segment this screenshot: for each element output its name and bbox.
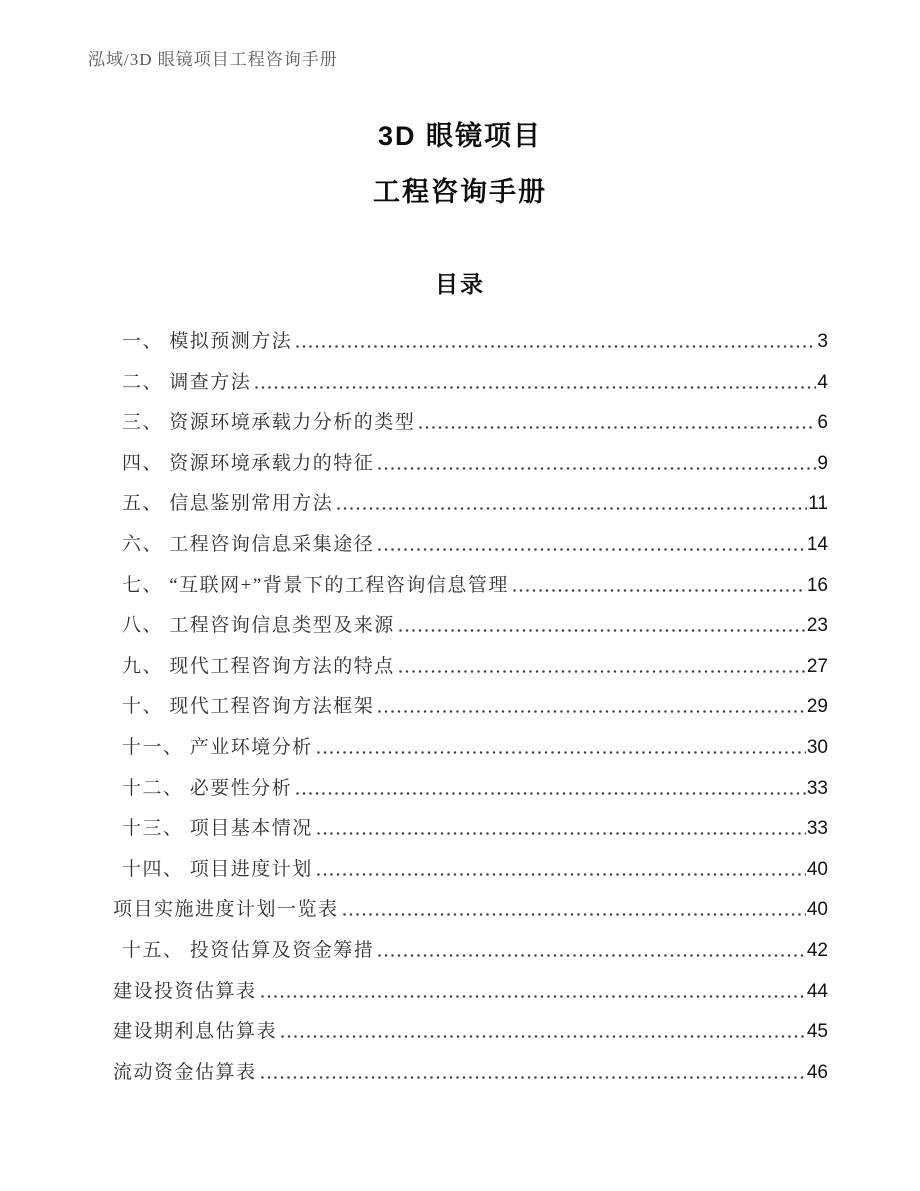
toc-leader-dots <box>378 710 806 713</box>
toc-entry[interactable] <box>113 687 828 728</box>
toc-entry-page: 42 <box>806 939 828 961</box>
toc-entry-page: 23 <box>806 615 828 637</box>
toc-entry[interactable] <box>113 525 828 566</box>
toc-entry-label: 六、 工程咨询信息采集途径 <box>122 533 375 555</box>
toc-entry-page: 14 <box>806 533 828 555</box>
toc-leader-dots <box>261 995 806 998</box>
page-subtitle: 工程咨询手册 <box>373 177 547 207</box>
toc-leader-dots <box>296 792 806 795</box>
toc-entry[interactable] <box>113 403 828 444</box>
toc-entry[interactable] <box>113 769 828 810</box>
toc-entry-page: 16 <box>806 574 828 596</box>
toc-leader-dots <box>337 507 807 510</box>
toc-leader-dots <box>378 467 816 470</box>
toc-entry-label: 九、 现代工程咨询方法的特点 <box>122 655 395 677</box>
toc-entry[interactable] <box>113 809 828 850</box>
toc-entry-page: 46 <box>806 1061 828 1083</box>
toc-entry-page: 9 <box>817 452 828 474</box>
toc-heading: 目录 <box>435 271 485 297</box>
toc-entry-label: 建设期利息估算表 <box>113 1021 278 1043</box>
toc-leader-dots <box>281 1035 806 1038</box>
toc-entry[interactable] <box>113 363 828 404</box>
toc-leader-dots <box>378 548 806 551</box>
toc-entry-label: 流动资金估算表 <box>113 1061 257 1083</box>
toc-entry-label: 一、 模拟预测方法 <box>122 331 293 352</box>
toc-leader-dots <box>296 345 816 348</box>
toc-leader-dots <box>399 670 806 673</box>
toc-entry[interactable] <box>113 972 828 1013</box>
toc-entry-page: 6 <box>817 412 828 434</box>
toc-entry[interactable] <box>113 850 828 891</box>
title-block <box>0 120 920 208</box>
toc-list <box>113 322 828 1093</box>
toc-entry-label: 十四、 项目进度计划 <box>122 858 313 880</box>
toc-leader-dots <box>317 832 806 835</box>
toc-entry[interactable] <box>113 444 828 485</box>
toc-entry-label: 五、 信息鉴别常用方法 <box>122 493 334 515</box>
toc-leader-dots <box>261 1076 806 1079</box>
toc-entry-page: 30 <box>806 736 828 758</box>
toc-leader-dots <box>399 629 806 632</box>
toc-entry-label: 十五、 投资估算及资金筹措 <box>122 939 375 961</box>
toc-entry-label: 七、 “互联网+”背景下的工程咨询信息管理 <box>122 574 509 596</box>
toc-entry-page: 33 <box>806 818 828 840</box>
toc-leader-dots <box>343 913 806 916</box>
toc-entry-label: 项目实施进度计划一览表 <box>113 899 339 921</box>
toc-entry[interactable] <box>113 890 828 931</box>
toc-entry-page: 27 <box>806 655 828 677</box>
toc-leader-dots <box>317 873 806 876</box>
toc-entry-page: 45 <box>806 1021 828 1043</box>
toc-leader-dots <box>513 589 806 592</box>
toc-entry-page: 3 <box>817 331 828 352</box>
toc-entry[interactable] <box>113 728 828 769</box>
toc-entry[interactable] <box>113 931 828 972</box>
toc-entry-page: 40 <box>806 899 828 921</box>
page-title: 3D 眼镜项目 <box>377 121 543 151</box>
toc-entry[interactable] <box>113 566 828 607</box>
toc-entry-label: 二、 调查方法 <box>122 371 252 393</box>
toc-entry-label: 十二、 必要性分析 <box>122 777 293 799</box>
toc-entry[interactable] <box>113 1012 828 1053</box>
toc-entry-label: 十一、 产业环境分析 <box>122 736 313 758</box>
toc-entry[interactable] <box>113 647 828 688</box>
toc-entry[interactable] <box>113 322 828 363</box>
toc-entry[interactable] <box>113 484 828 525</box>
toc-entry-label: 八、 工程咨询信息类型及来源 <box>122 615 395 637</box>
toc-leader-dots <box>378 954 806 957</box>
toc-entry-page: 4 <box>817 371 828 393</box>
toc-entry-page: 44 <box>806 980 828 1002</box>
toc-leader-dots <box>317 751 806 754</box>
toc-entry-label: 四、 资源环境承载力的特征 <box>122 452 375 474</box>
toc-entry-label: 建设投资估算表 <box>113 980 257 1002</box>
toc-entry[interactable] <box>113 1053 828 1094</box>
document-header: 泓域/3D 眼镜项目工程咨询手册 <box>88 50 338 69</box>
toc-entry-label: 十、 现代工程咨询方法框架 <box>122 696 375 718</box>
toc-entry-page: 11 <box>808 493 828 515</box>
toc-entry-page: 40 <box>806 858 828 880</box>
toc-entry[interactable] <box>113 606 828 647</box>
toc-entry-label: 十三、 项目基本情况 <box>122 818 313 840</box>
toc-entry-page: 29 <box>806 696 828 718</box>
toc-entry-page: 33 <box>806 777 828 799</box>
toc-entry-label: 三、 资源环境承载力分析的类型 <box>122 412 416 434</box>
toc-leader-dots <box>419 426 816 429</box>
toc-leader-dots <box>255 386 816 389</box>
